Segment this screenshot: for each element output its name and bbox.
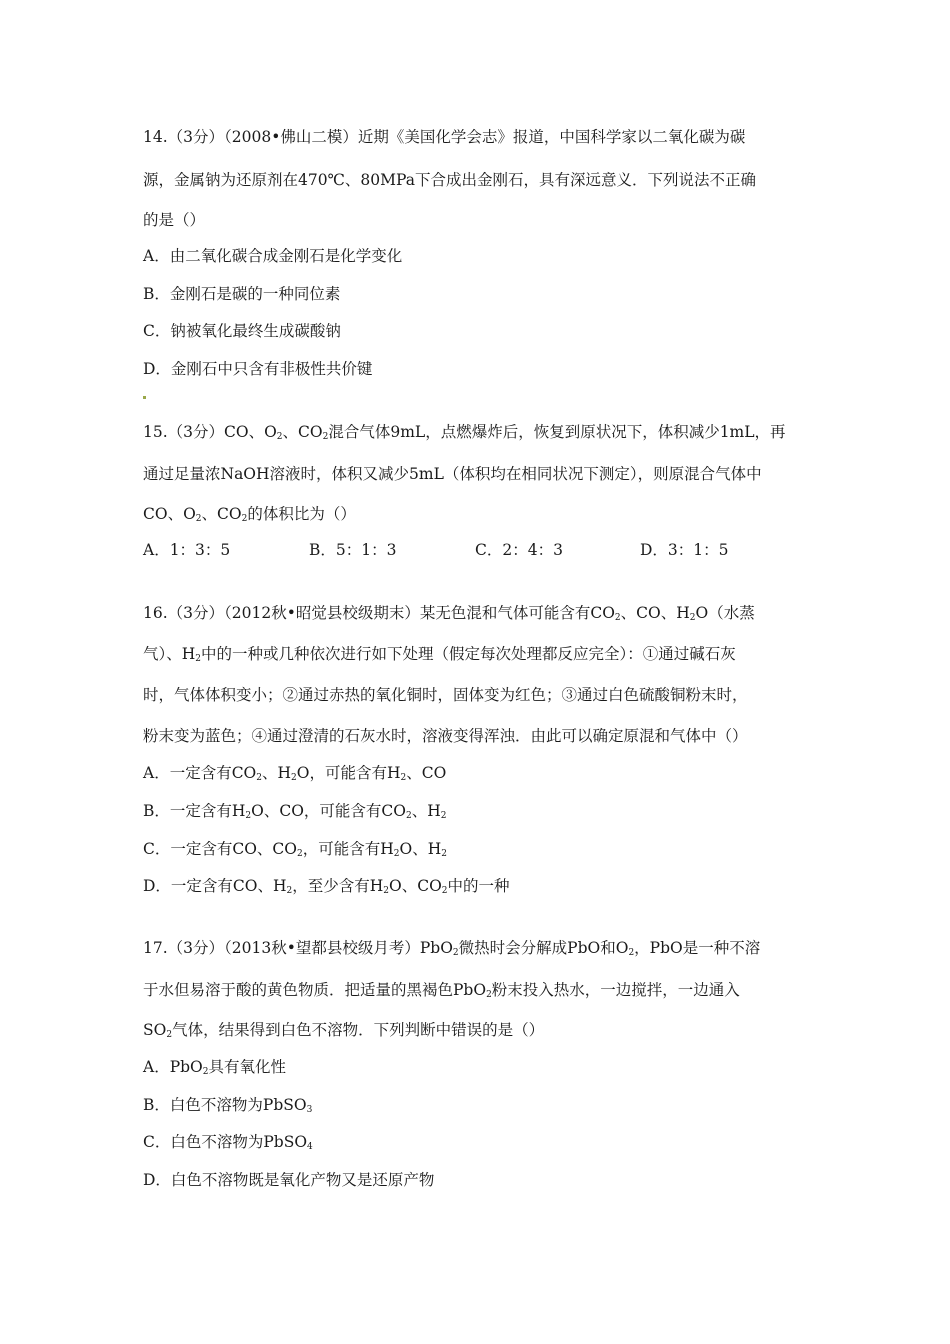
q15-option-c: C．2：4：3 bbox=[475, 541, 563, 559]
q15-option-b: B．5：1：3 bbox=[309, 541, 397, 559]
q15-stem-line-3: CO、$O_2$、$CO_2$的体积比为（） bbox=[143, 505, 356, 524]
q14-stem-line-1: 14.（3分）（2008•佛山二模）近期《美国化学会志》报道，中国科学家以二氧化碳为碳 bbox=[143, 128, 746, 146]
small-marker-dot bbox=[143, 396, 146, 399]
q15-option-a: A．1：3：5 bbox=[143, 541, 231, 559]
q14-option-c: C．钠被氧化最终生成碳酸钠 bbox=[143, 322, 341, 340]
q16-stem-line-2: 气）、$H_2$中的一种或几种依次进行如下处理（假定每次处理都反应完全）：①通过碱石灰 bbox=[143, 645, 736, 664]
q17-option-d: D．白色不溶物既是氧化产物又是还原产物 bbox=[143, 1171, 435, 1189]
q17-stem-line-1: 17.（3分）（2013秋•望都县校级月考）PbO$_2$微热时会分解成PbO和$O_2$，PbO是一种不溶 bbox=[143, 939, 761, 958]
q14-stem-line-2: 源，金属钠为还原剂在470℃、80MPa下合成出金刚石，具有深远意义．下列说法不正确 bbox=[143, 171, 756, 189]
q16-stem-line-3: 时，气体体积变小；②通过赤热的氧化铜时，固体变为红色；③通过白色硫酸铜粉末时， bbox=[143, 686, 748, 704]
q15-option-d: D．3：1：5 bbox=[640, 541, 729, 559]
q17-stem-line-3: $SO_2$气体，结果得到白色不溶物．下列判断中错误的是（） bbox=[143, 1021, 545, 1040]
q17-option-c: C．白色不溶物为PbSO$_4$ bbox=[143, 1133, 313, 1152]
q16-stem-line-1: 16.（3分）（2012秋•昭觉县校级期末）某无色混和气体可能含有$CO_2$、CO、$H_2O$（水蒸 bbox=[143, 604, 755, 623]
q16-option-c: C．一定含有CO、$CO_2$，可能含有$H_2O$、$H_2$ bbox=[143, 840, 447, 859]
q16-option-a: A．一定含有$CO_2$、$H_2O$，可能含有$H_2$、CO bbox=[143, 764, 447, 783]
q14-stem-line-3: 的是（） bbox=[143, 211, 206, 229]
q14-option-a: A．由二氧化碳合成金刚石是化学变化 bbox=[143, 247, 403, 265]
q15-options bbox=[143, 540, 823, 560]
q16-option-b: B．一定含有$H_2O$、CO，可能含有$CO_2$、$H_2$ bbox=[143, 802, 447, 821]
q14-option-d: D．金刚石中只含有非极性共价键 bbox=[143, 360, 373, 378]
q14-option-b: B．金刚石是碳的一种同位素 bbox=[143, 285, 341, 303]
q17-option-a: A．PbO$_2$具有氧化性 bbox=[143, 1058, 287, 1077]
q17-stem-line-2: 于水但易溶于酸的黄色物质．把适量的黑褐色PbO$_2$粉末投入热水，一边搅拌，一边通入 bbox=[143, 981, 740, 1000]
q16-option-d: D．一定含有CO、$H_2$，至少含有$H_2O$、$CO_2$中的一种 bbox=[143, 877, 510, 896]
q15-stem-line-1: 15.（3分）CO、$O_2$、$CO_2$混合气体9mL，点燃爆炸后，恢复到原状况下，体积减少1mL，再 bbox=[143, 423, 786, 442]
q17-option-b: B．白色不溶物为PbSO$_3$ bbox=[143, 1096, 313, 1115]
q15-stem-line-2: 通过足量浓NaOH溶液时，体积又减少5mL（体积均在相同状况下测定），则原混合气体中 bbox=[143, 465, 762, 483]
q16-stem-line-4: 粉末变为蓝色；④通过澄清的石灰水时，溶液变得浑浊．由此可以确定原混和气体中（） bbox=[143, 727, 748, 745]
